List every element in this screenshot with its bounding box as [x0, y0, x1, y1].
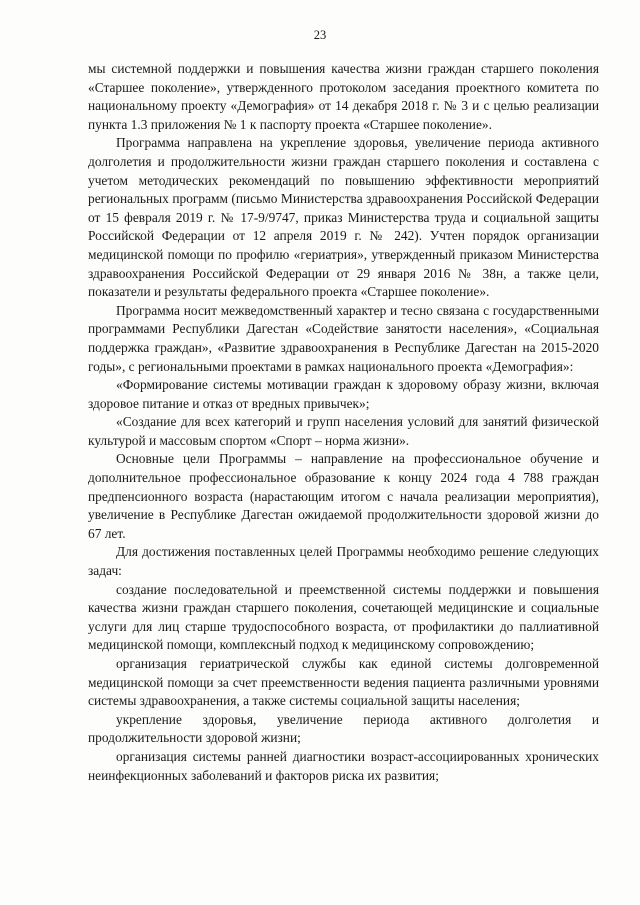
paragraph-interagency: Программа носит межведомственный характер и тесно связана с государственными программами Республики Дагестан «Содействие занятости населения», «Социальная поддержка граждан», «Развитие здравоохранения в Республике Дагестан на 2015-2020 годы», с региональными проектами в рамках национального проекта «Демография»:	[88, 302, 599, 374]
page-number: 23	[313, 28, 327, 42]
list-item-task-geriatric-service: организация гериатрической службы как единой системы долговременной медицинской помощи за счет преемственности ведения пациента различными уровнями системы здравоохранения, а также системы социальной защиты населения;	[88, 656, 599, 709]
paragraph-program-goal: Программа направлена на укрепление здоровья, увеличение периода активного долголетия и продолжительности жизни граждан старшего поколения и составлена с учетом методических рекомендаций по повышению эффективности мероприятий региональных программ (письмо Министерства здравоохранения Российской Федерации от 15 февраля 2019 г. № 17-9/9747, приказ Министерства труда и социальной защиты Российской Федерации от 12 апреля 2019 г. № 242). Учтен порядок организации медицинской помощи по профилю «гериатрия», утвержденный приказом Министерства здравоохранения Российской Федерации от 29 января 2016 № 38н, а также цели, показатели и результаты федерального проекта «Старшее поколение».	[88, 135, 599, 300]
list-item-motivation: «Формирование системы мотивации граждан к здоровому образу жизни, включая здоровое питание и отказ от вредных привычек»;	[88, 377, 599, 411]
list-item-task-support-system: создание последовательной и преемственной системы поддержки и повышения качества жизни граждан старшего поколения, сочетающей медицинские и социальные услуги для лиц старше трудоспособного возраста, от профилактики до паллиативной медицинской помощи, комплексный подход к медицинскому сопровождению;	[88, 581, 599, 653]
list-item-sport: «Создание для всех категорий и групп населения условий для занятий физической культурой и массовым спортом «Спорт – норма жизни».	[88, 414, 599, 448]
paragraph-continuation: мы системной поддержки и повышения качества жизни граждан старшего поколения «Старшее поколение», утвержденного протоколом заседания проектного комитета по национальному проекту «Демография» от 14 декабря 2018 г. № 3 и с целью реализации пункта 1.3 приложения № 1 к паспорту проекта «Старшее поколение».	[88, 61, 599, 132]
body-text	[88, 60, 599, 785]
list-item-task-diagnostics: организация системы ранней диагностики возраст-ассоциированных хронических неинфекционных заболеваний и факторов риска их развития;	[88, 748, 599, 783]
paragraph-main-goals: Основные цели Программы – направление на профессиональное обучение и дополнительное профессиональное образование к концу 2024 года 4 788 граждан предпенсионного возраста (нарастающим итогом с начала реализации мероприятия), увеличение в Республике Дагестан ожидаемой продолжительности здоровой жизни до 67 лет.	[88, 451, 599, 541]
paragraph-tasks-intro: Для достижения поставленных целей Программы необходимо решение следующих задач:	[88, 544, 599, 579]
list-item-task-health: укрепление здоровья, увеличение периода активного долголетия и продолжительности здоровой жизни;	[88, 711, 599, 746]
